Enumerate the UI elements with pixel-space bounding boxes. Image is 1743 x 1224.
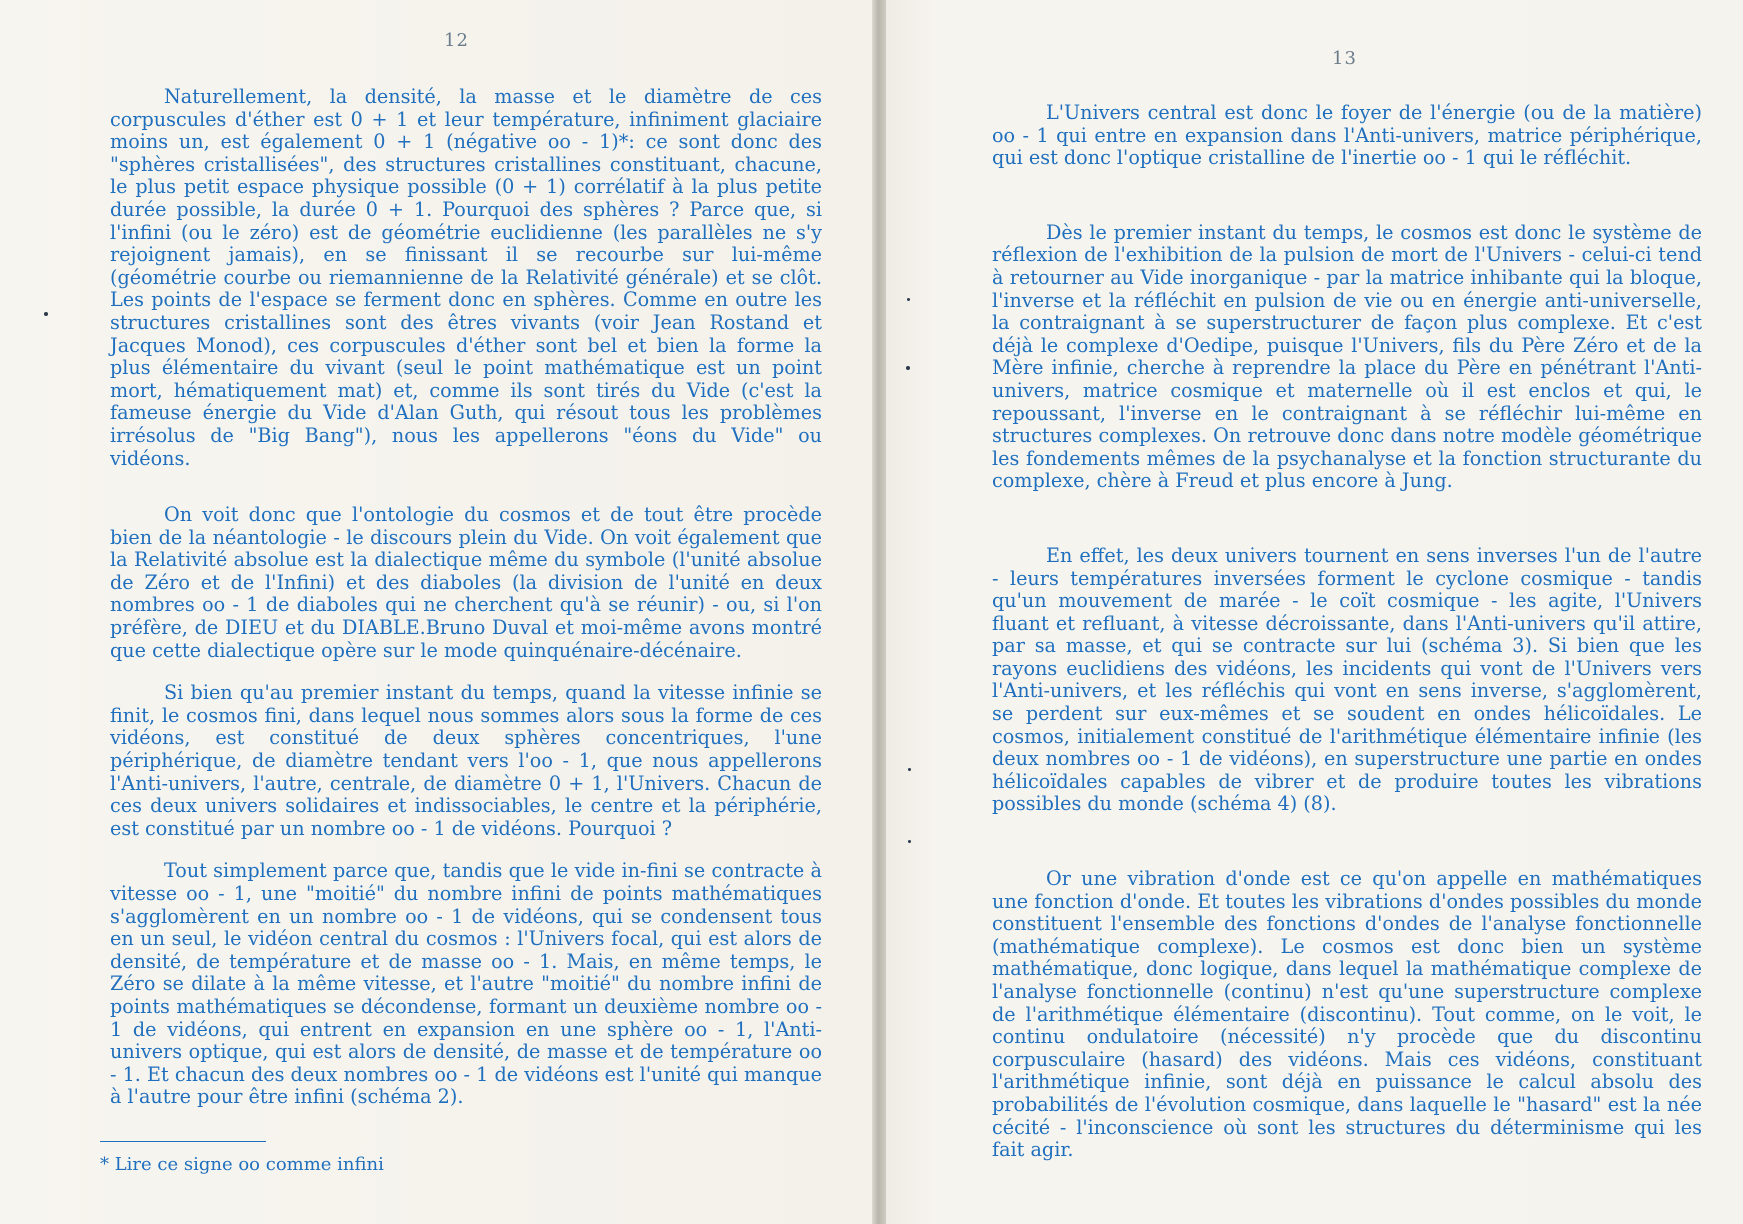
paragraph: On voit donc que l'ontologie du cosmos et de tout être procède bien de la néantologie - le discours plein du Vide. On voit également que la Relativité absolue est la dialectique même du symbole (l'unité absolue de Zéro et de l'Infini) et des diaboles (la division de l'unité en deux nombres oo - 1 de diaboles qui ne cherchent qu'à se réunir) - ou, si l'on préfère, de DIEU et du DIABLE.Bruno Duval et moi-même avons montré que cette dialectique opère sur le mode quinquénaire-décénaire. xyxy=(110,503,822,662)
margin-dot xyxy=(907,298,910,301)
footnote-rule xyxy=(100,1141,266,1142)
page-number: 13 xyxy=(1332,48,1357,69)
paragraph: Naturellement, la densité, la masse et le diamètre de ces corpuscules d'éther est 0 + 1 et leur température, infiniment glaciaire moins un, est également 0 + 1 (négative oo - 1)*: ce sont donc des "sphères cristallisées", des structures cristallines constituant, chacune, le plus petit espace physique possible (0 + 1) corrélatif à la plus petite durée possible, la durée 0 + 1. Pourquoi des sphères ? Parce que, si l'infini (ou le zéro) est de géométrie euclidienne (les parallèles ne s'y rejoignent jamais), en se finissant il se recourbe sur lui-même (géométrie courbe ou riemannienne de la Relativité générale) et se clôt. Les points de l'espace se ferment donc en sphères. Comme en outre les structures cristallines sont des êtres vivants (voir Jean Rostand et Jacques Monod), ces corpuscules d'éther sont bel et bien la forme la plus élémentaire du vivant (seul le point mathématique est un point mort, hématiquement mat) et, comme ils sont tirés du Vide (c'est la fameuse énergie du Vide d'Alan Guth, qui résout tous les problèmes irrésolus de "Big Bang"), nous les appellerons "éons du Vide" ou vidéons. xyxy=(110,85,822,470)
margin-dot xyxy=(908,768,911,771)
paragraph: Or une vibration d'onde est ce qu'on appelle en mathématiques une fonction d'onde. Et toutes les vibrations d'ondes possibles du monde constituent l'ensemble des fonctions d'ondes de l'analyse fonctionnelle (mathématique complexe). Le cosmos est donc bien un système mathématique, donc logique, dans lequel la mathématique complexe de l'analyse fonctionnelle (continu) n'est qu'une superstructure complexe de l'arithmétique élémentaire (discontinu). Tout comme, on le voit, le continu ondulatoire (nécessité) n'y procède que du discontinu corpusculaire (hasard) des vidéons. Mais ces vidéons, constituant l'arithmétique infinie, sont déjà en puissance le calcul absolu des probabilités de l'évolution cosmique, dans laquelle le "hasard" est la née cécité - l'inconscience où sont les structures du déterminisme qui les fait agir. xyxy=(992,867,1702,1162)
page-number: 12 xyxy=(444,30,469,51)
paragraph: En effet, les deux univers tournent en sens inverses l'un de l'autre - leurs températures inversées forment le cyclone cosmique - tandis qu'un mouvement de marée - le coït cosmique - les agite, l'Univers fluant et refluant, à vitesse décroissante, dans l'Anti-univers qu'il attire, par sa masse, et qui se contracte sur lui (schéma 3). Si bien que les rayons euclidiens des vidéons, les incidents qui vont de l'Univers vers l'Anti-univers, et les réfléchis qui vont en sens inverse, s'agglomèrent, se perdent sur eux-mêmes et se soudent en ondes hélicoïdales. Le cosmos, initialement constitué de l'arithmétique élémentaire infinie (les deux nombres oo - 1 de vidéons), en superstructure une partie en ondes hélicoïdales capables de vibrer et de produire toutes les vibrations possibles du monde (schéma 4) (8). xyxy=(992,543,1702,816)
left-page-body xyxy=(110,86,822,1109)
right-page-body xyxy=(992,102,1702,1162)
paragraph: Tout simplement parce que, tandis que le vide in-fini se contracte à vitesse oo - 1, une "moitié" du nombre infini de points mathématiques s'agglomèrent en un nombre oo - 1 de vidéons, qui se condensent tous en un seul, le vidéon central du cosmos : l'Univers focal, qui est alors de densité, de température et de masse oo - 1. Mais, en même temps, le Zéro se dilate à la même vitesse, et l'autre "moitié" du nombre infini de points mathématiques se décondense, formant un deuxième nombre oo - 1 de vidéons, qui entrent en expansion en une sphère oo - 1, l'Anti-univers optique, qui est alors de densité, de masse et de température oo - 1. Et chacun des deux nombres oo - 1 de vidéons est l'unité qui manque à l'autre pour être infini (schéma 2). xyxy=(110,859,822,1109)
margin-dot xyxy=(44,312,48,316)
margin-dot xyxy=(908,840,911,843)
margin-dot xyxy=(906,366,910,370)
footnote: * Lire ce signe oo comme infini xyxy=(100,1154,384,1175)
paragraph: Si bien qu'au premier instant du temps, quand la vitesse infinie se finit, le cosmos fini, dans lequel nous sommes alors sous la forme de ces vidéons, est constitué de deux sphères concentriques, l'une périphérique, de diamètre tendant vers l'oo - 1, que nous appellerons l'Anti-univers, l'autre, centrale, de diamètre 0 + 1, l'Univers. Chacun de ces deux univers solidaires et indissociables, le centre et la périphérie, est constitué par un nombre oo - 1 de vidéons. Pourquoi ? xyxy=(110,681,822,840)
book-gutter xyxy=(872,0,886,1224)
right-page xyxy=(886,0,1743,1224)
paragraph: L'Univers central est donc le foyer de l'énergie (ou de la matière) oo - 1 qui entre en expansion dans l'Anti-univers, matrice périphérique, qui est donc l'optique cristalline de l'inertie oo - 1 qui le réfléchit. xyxy=(992,101,1702,170)
paragraph: Dès le premier instant du temps, le cosmos est donc le système de réflexion de l'exhibition de la pulsion de mort de l'Univers - celui-ci tend à retourner au Vide inorganique - par la matrice inhibante qui la bloque, l'inverse et la réfléchit en pulsion de vie ou en énergie anti-universelle, la contraignant à se superstructurer de façon plus complexe. Et c'est déjà le complexe d'Oedipe, puisque l'Univers, fils du Père Zéro et de la Mère infinie, cherche à reprendre la place du Père en pénétrant l'Anti-univers, matrice cosmique et maternelle où il est enclos et qui, le repoussant, l'inverse en le contraignant à se réfléchir lui-même en structures complexes. On retrouve donc dans notre modèle géométrique les fondements mêmes de la psychanalyse et la fonction structurante du complexe, chère à Freud et plus encore à Jung. xyxy=(992,220,1702,493)
